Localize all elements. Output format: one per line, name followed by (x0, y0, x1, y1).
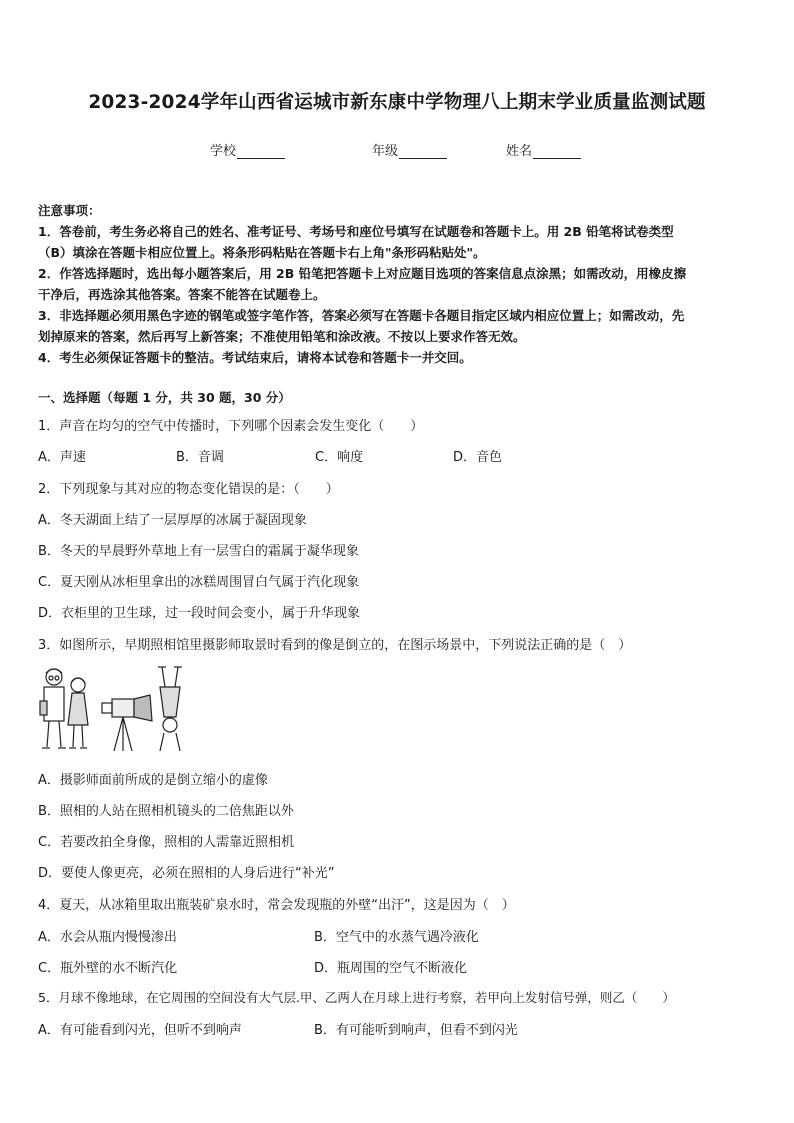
question-4-option-a: A．水会从瓶内慢慢渗出 (38, 930, 177, 945)
question-4-option-c: C．瓶外壁的水不断汽化 (38, 961, 178, 976)
school-label: 学校 (210, 144, 237, 159)
school-field (210, 140, 285, 159)
student-info-row (0, 140, 794, 160)
question-5-option-b: B．有可能听到响声，但看不到闪光 (314, 1023, 518, 1038)
camera-scene-illustration (38, 663, 188, 758)
notice-line: （B）填涂在答题卡相应位置上。将条形码粘贴在答题卡右上角"条形码粘贴处"。 (38, 245, 486, 260)
question-3-option-d: D．要使人像更亮，必须在照相的人身后进行“补光” (38, 866, 335, 881)
notice-line: 干净后，再选涂其他答案。答案不能答在试题卷上。 (38, 287, 326, 302)
grade-blank (399, 145, 447, 159)
question-3-option-c: C．若要改拍全身像，照相的人需靠近照相机 (38, 835, 295, 850)
question-3-option-a: A．摄影师面前所成的是倒立缩小的虚像 (38, 773, 268, 788)
notice-line: 1．答卷前，考生务必将自己的姓名、准考证号、考场号和座位号填写在试题卷和答题卡上。用 2B 铅笔将试卷类型 (38, 224, 674, 239)
school-blank (237, 145, 285, 159)
question-4-option-d: D．瓶周围的空气不断液化 (314, 961, 468, 976)
question-1-option-d: D．音色 (453, 450, 503, 465)
question-2-option-b: B．冬天的早晨野外草地上有一层雪白的霜属于凝华现象 (38, 544, 359, 559)
question-1-option-a: A．声速 (38, 450, 86, 465)
notice-line: 4．考生必须保证答题卡的整洁。考试结束后，请将本试卷和答题卡一并交回。 (38, 350, 472, 365)
notice-line: 划掉原来的答案，然后再写上新答案；不准使用铅笔和涂改液。不按以上要求作答无效。 (38, 329, 526, 344)
question-2-option-d: D．衣柜里的卫生球，过一段时间会变小，属于升华现象 (38, 606, 361, 621)
name-blank (533, 145, 581, 159)
question-2-stem: 2．下列现象与其对应的物态变化错误的是：（ ） (38, 482, 339, 497)
name-label: 姓名 (506, 144, 533, 159)
question-2-option-a: A．冬天湖面上结了一层厚厚的冰属于凝固现象 (38, 513, 307, 528)
grade-field (372, 140, 447, 159)
notice-line: 3．非选择题必须用黑色字迹的钢笔或签字笔作答，答案必须写在答题卡各题目指定区域内相应位置上；如需改动，先 (38, 308, 685, 323)
notice-line: 2．作答选择题时，选出每小题答案后，用 2B 铅笔把答题卡上对应题目选项的答案信息点涂黑；如需改动，用橡皮擦 (38, 266, 687, 281)
question-1-stem: 1．声音在均匀的空气中传播时，下列哪个因素会发生变化（ ） (38, 419, 424, 434)
question-5-option-a: A．有可能看到闪光，但听不到响声 (38, 1023, 242, 1038)
question-1-option-c: C．响度 (315, 450, 364, 465)
notice-heading: 注意事项： (38, 203, 101, 218)
notice-block (38, 200, 760, 368)
question-4-option-b: B．空气中的水蒸气遇冷液化 (314, 930, 479, 945)
name-field (506, 140, 581, 159)
section-title: 一、选择题（每题 1 分，共 30 题，30 分） (38, 390, 291, 405)
question-2-option-c: C．夏天刚从冰柜里拿出的冰糕周围冒白气属于汽化现象 (38, 575, 360, 590)
grade-label: 年级 (372, 144, 399, 159)
question-5-stem: 5．月球不像地球，在它周围的空间没有大气层.甲、乙两人在月球上进行考察，若甲向上发射信号弹，则乙（ ） (38, 990, 675, 1005)
question-3-stem: 3．如图所示，早期照相馆里摄影师取景时看到的像是倒立的，在图示场景中，下列说法正确的是（ ） (38, 638, 632, 653)
question-1-option-b: B．音调 (176, 450, 224, 465)
exam-title: 2023-2024学年山西省运城市新东康中学物理八上期末学业质量监测试题 (88, 92, 706, 113)
question-4-stem: 4．夏天，从冰箱里取出瓶装矿泉水时，常会发现瓶的外壁“出汗”，这是因为（ ） (38, 898, 515, 913)
question-3-option-b: B．照相的人站在照相机镜头的二倍焦距以外 (38, 804, 294, 819)
